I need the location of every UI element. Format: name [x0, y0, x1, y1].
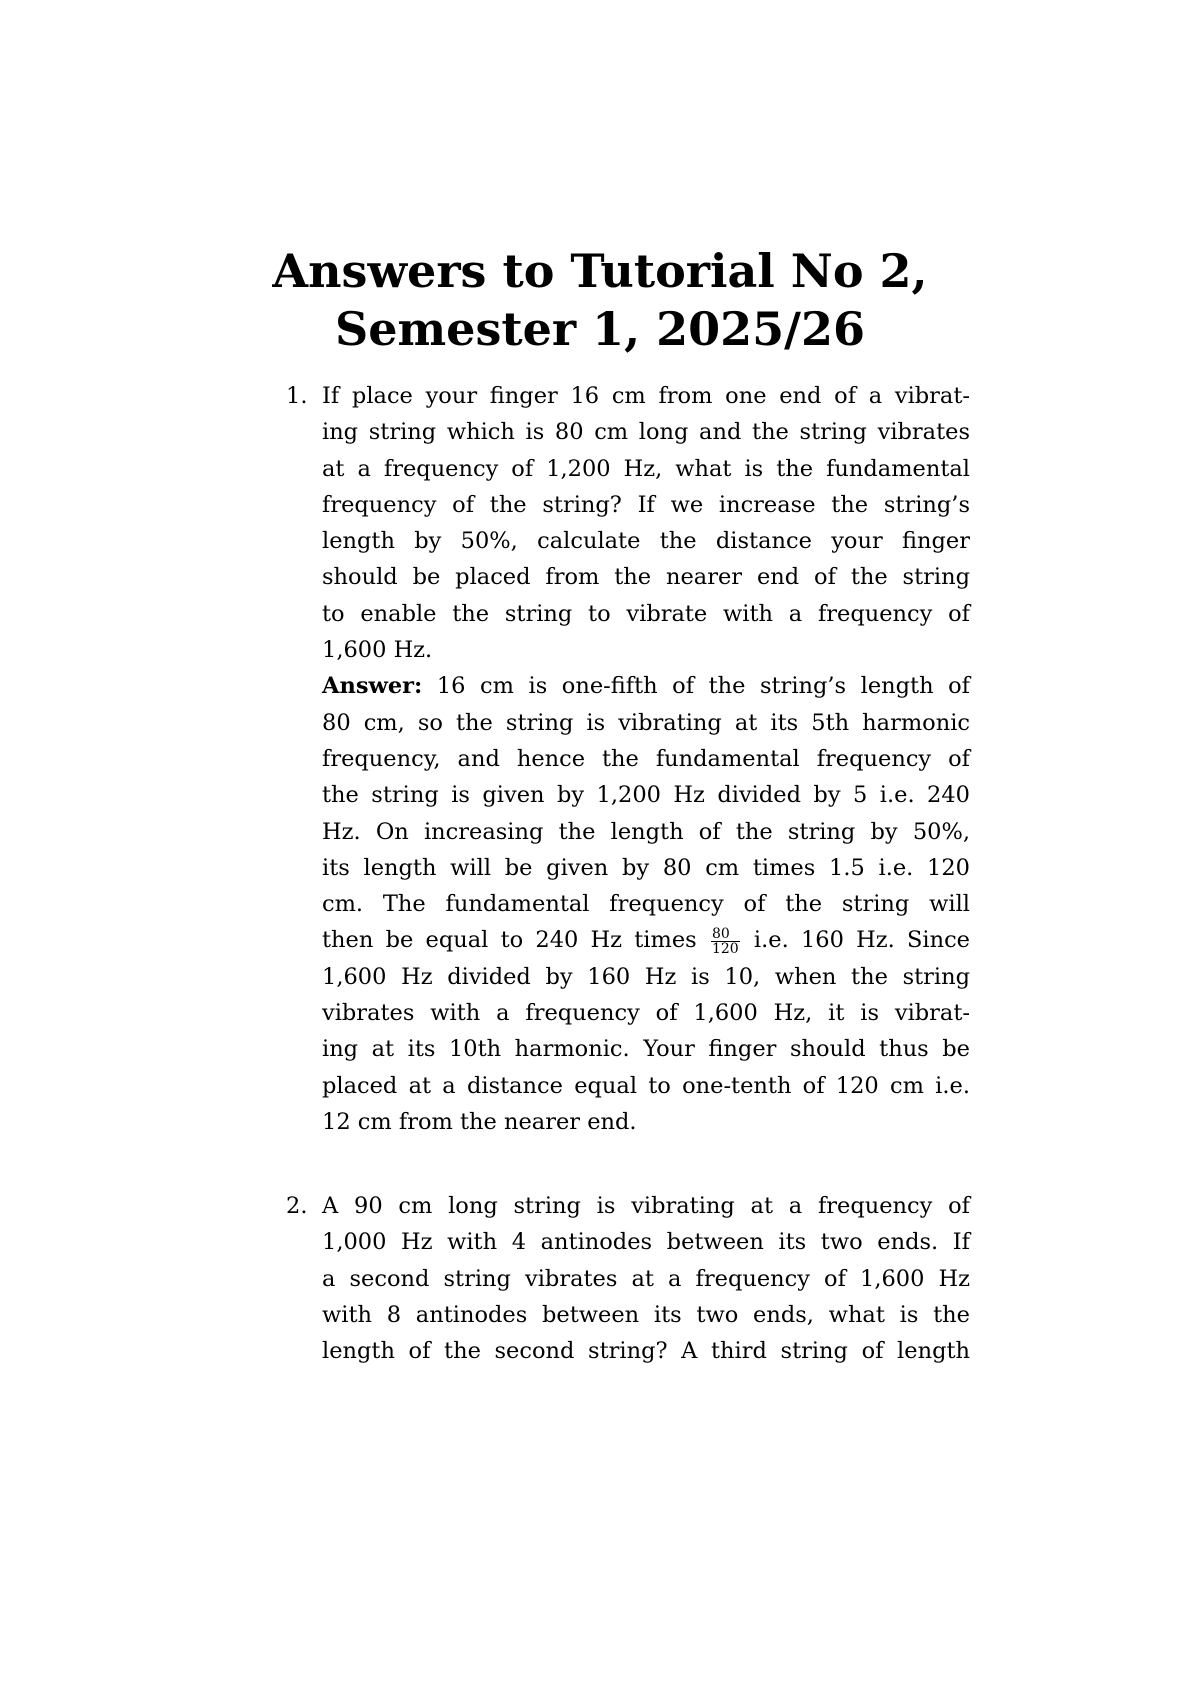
text-line: length by 50%, calculate the distance your finger — [322, 528, 970, 555]
question-text — [322, 378, 970, 668]
text-line: If place your finger 16 cm from one end of a vibrat- — [322, 383, 970, 409]
text-line: Hz. On increasing the length of the string by 50%, — [322, 818, 970, 845]
text-line: the string is given by 1,200 Hz divided by 5 i.e. 240 — [322, 782, 970, 809]
text-line: should be placed from the nearer end of the string — [322, 564, 970, 591]
text-line: with 8 antinodes between its two ends, what is the — [322, 1301, 970, 1328]
text-line: its length will be given by 80 cm times 1.5 i.e. 120 — [322, 854, 970, 881]
text-line: 1,000 Hz with 4 antinodes between its two ends. If — [322, 1229, 970, 1256]
question-1 — [286, 378, 970, 1140]
page-title — [200, 242, 1000, 358]
answer-first-line: 16 cm is one-fifth of the string’s length of — [422, 673, 970, 700]
text-line: vibrates with a frequency of 1,600 Hz, it is vibrat- — [322, 1000, 970, 1027]
fraction — [711, 927, 740, 956]
title-line-1: Answers to Tutorial No 2, — [272, 244, 928, 298]
text-line: frequency, and hence the fundamental frequency of — [322, 745, 970, 772]
text-line: cm. The fundamental frequency of the string will — [322, 891, 970, 918]
question-number: 1. — [286, 383, 308, 409]
question-number: 2. — [286, 1193, 308, 1219]
text-line — [322, 668, 970, 704]
text-line: placed at a distance equal to one-tenth of 120 cm i.e. — [322, 1072, 970, 1099]
answer-text — [322, 668, 970, 1140]
text-line: 12 cm from the nearer end. — [322, 1108, 637, 1135]
text-line: 1,600 Hz. — [322, 637, 433, 664]
text-line: 1,600 Hz divided by 160 Hz is 10, when the string — [322, 963, 970, 990]
text-line: to enable the string to vibrate with a frequency of — [322, 600, 970, 627]
text-line: ing at its 10th harmonic. Your finger should thus be — [322, 1036, 970, 1063]
fraction-numerator: 80 — [711, 927, 740, 942]
text-line: a second string vibrates at a frequency of 1,600 Hz — [322, 1265, 970, 1292]
fraction-line-after: i.e. 160 Hz. Since — [741, 927, 970, 954]
text-line: length of the second string? A third string of length — [322, 1338, 970, 1365]
text-line-with-fraction — [322, 922, 970, 958]
answer-label: Answer: — [322, 673, 423, 700]
title-line-2: Semester 1, 2025/26 — [335, 302, 865, 356]
text-line: at a frequency of 1,200 Hz, what is the fundamental — [322, 455, 970, 482]
question-text — [322, 1188, 970, 1369]
question-2 — [286, 1188, 970, 1369]
fraction-line-before: then be equal to 240 Hz times — [322, 927, 709, 954]
text-line: A 90 cm long string is vibrating at a frequency of — [322, 1193, 970, 1219]
text-line: frequency of the string? If we increase the string’s — [322, 491, 970, 518]
fraction-denominator: 120 — [711, 940, 739, 957]
text-line: 80 cm, so the string is vibrating at its 5th harmonic — [322, 709, 970, 736]
text-line: ing string which is 80 cm long and the string vibrates — [322, 419, 970, 446]
